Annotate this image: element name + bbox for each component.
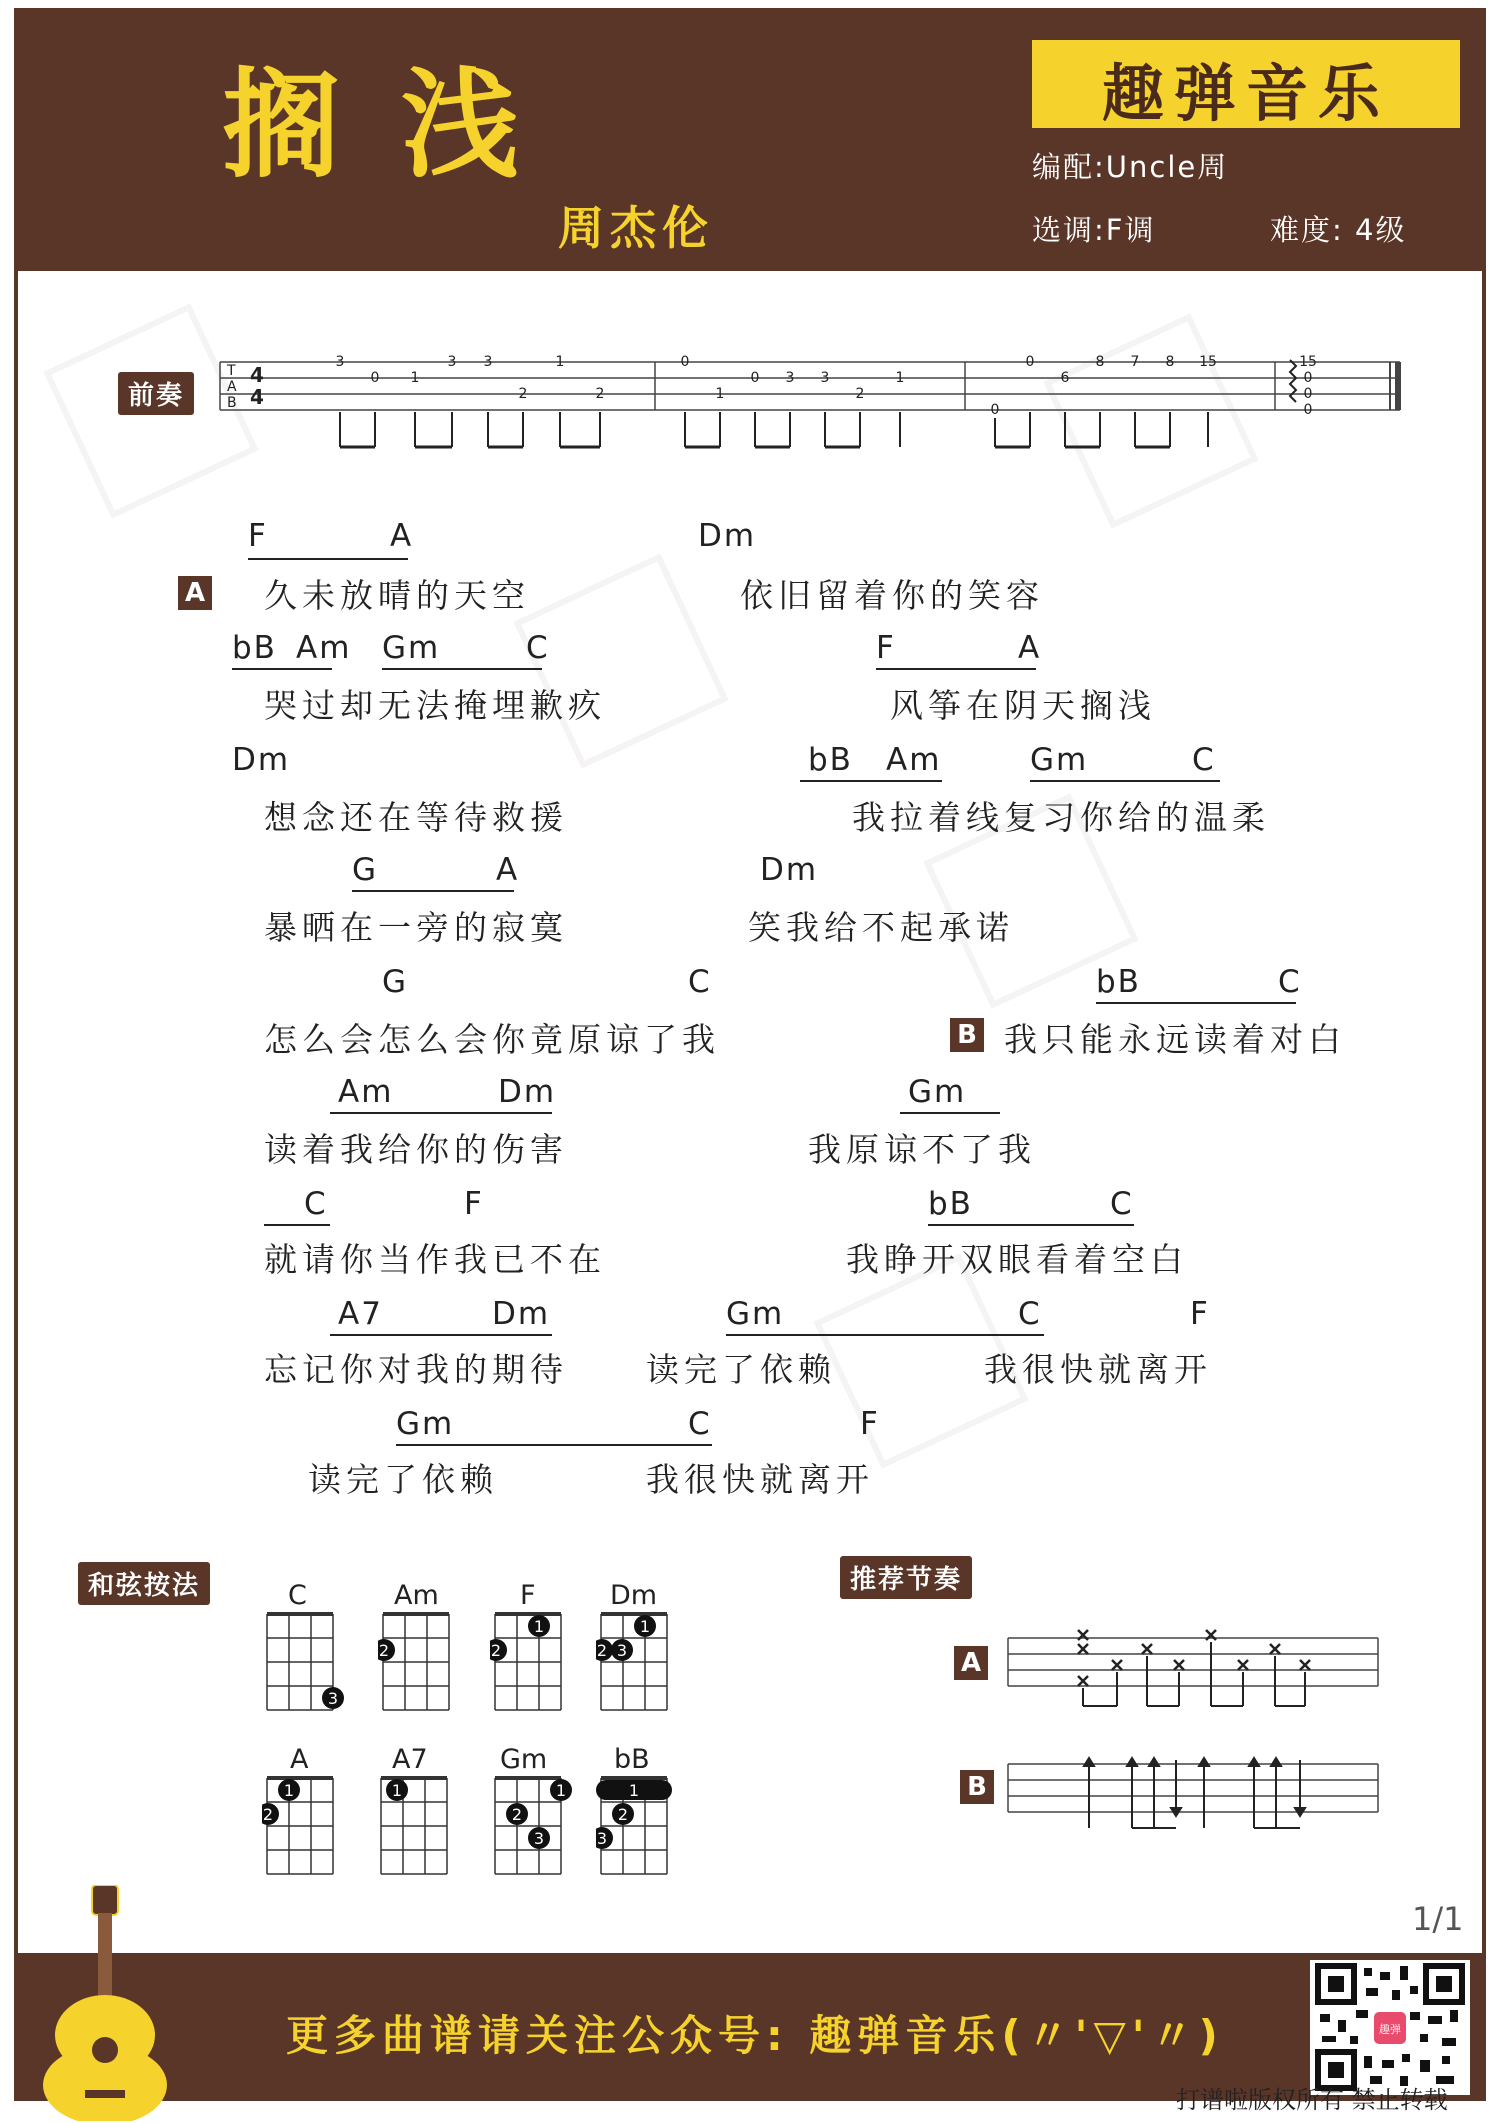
tab-note: 7 bbox=[1130, 354, 1140, 370]
chord-underline bbox=[396, 1444, 712, 1446]
chord-underline bbox=[1096, 1002, 1296, 1004]
chord-label: A bbox=[390, 518, 414, 554]
lyric-line: 我很快就离开 bbox=[984, 1350, 1212, 1389]
chord-label: bB bbox=[1096, 964, 1141, 1000]
lyric-line: 我拉着线复习你给的温柔 bbox=[852, 798, 1270, 837]
tab-note: 3 bbox=[785, 370, 795, 386]
finger-number: 3 bbox=[533, 1829, 545, 1848]
chord-diagram-am bbox=[378, 1610, 470, 1720]
chord-label: G bbox=[352, 852, 379, 888]
chord-label: Gm bbox=[396, 1406, 455, 1442]
tab-note: 1 bbox=[555, 354, 565, 370]
tab-note: 1 bbox=[895, 370, 905, 386]
finger-number: 2 bbox=[596, 1641, 608, 1660]
chord-diagram-bb bbox=[596, 1774, 688, 1884]
section-marker-a: A bbox=[178, 576, 212, 610]
tab-note: 2 bbox=[855, 386, 865, 402]
chord-underline bbox=[248, 558, 408, 560]
tab-note: 3 bbox=[335, 354, 345, 370]
finger-number: 2 bbox=[262, 1805, 274, 1824]
page-number: 1/1 bbox=[1412, 1900, 1464, 1938]
key-info: 选调:F调 bbox=[1032, 213, 1156, 247]
lyric-line: 怎么会怎么会你竟原谅了我 bbox=[264, 1020, 720, 1059]
chord-label: C bbox=[1192, 742, 1216, 778]
intro-tab-staff bbox=[210, 342, 1410, 472]
tab-note: 0 bbox=[990, 402, 1000, 418]
rhythm-marker-b: B bbox=[960, 1770, 994, 1804]
finger-number: 3 bbox=[596, 1829, 608, 1848]
chord-underline bbox=[1030, 780, 1220, 782]
finger-number: 1 bbox=[628, 1781, 640, 1800]
tab-note: 1 bbox=[715, 386, 725, 402]
finger-number: 2 bbox=[617, 1805, 629, 1824]
lyric-line: 我只能永远读着对白 bbox=[1004, 1020, 1346, 1059]
song-title: 搁 浅 bbox=[222, 56, 530, 194]
chord-label: Gm bbox=[726, 1296, 785, 1332]
chord-label: C bbox=[1110, 1186, 1134, 1222]
chord-underline bbox=[330, 1334, 552, 1336]
finger-number: 2 bbox=[490, 1641, 502, 1660]
arpeggio-mark bbox=[1290, 360, 1296, 402]
finger-number: 3 bbox=[327, 1689, 339, 1708]
chord-label: G bbox=[382, 964, 409, 1000]
chord-label: C bbox=[688, 964, 712, 1000]
ukulele-icon bbox=[30, 1885, 180, 2121]
chord-label: bB bbox=[808, 742, 853, 778]
chord-diagram-name: Dm bbox=[610, 1580, 658, 1611]
lyric-line: 风筝在阴天搁浅 bbox=[890, 686, 1156, 725]
chord-label: C bbox=[688, 1406, 712, 1442]
chord-underline bbox=[330, 1112, 552, 1114]
chord-label: C bbox=[304, 1186, 328, 1222]
chord-diagram-name: Am bbox=[394, 1580, 439, 1611]
chord-diagram-f bbox=[490, 1610, 582, 1720]
rhythm-marker-a: A bbox=[954, 1646, 988, 1680]
lyric-line: 久未放晴的天空 bbox=[264, 576, 530, 615]
tab-note: 2 bbox=[595, 386, 605, 402]
artist-name: 周杰伦 bbox=[558, 201, 714, 255]
lyric-line: 想念还在等待救援 bbox=[264, 798, 568, 837]
tab-note: 0 bbox=[1025, 354, 1035, 370]
lyric-line: 读着我给你的伤害 bbox=[264, 1130, 568, 1169]
lyric-line: 暴晒在一旁的寂寞 bbox=[264, 908, 568, 947]
chord-underline bbox=[726, 1334, 1044, 1336]
tab-note: 0 bbox=[1303, 370, 1313, 386]
tab-note: 1 bbox=[410, 370, 420, 386]
chord-label: Dm bbox=[492, 1296, 551, 1332]
chord-label: A bbox=[496, 852, 520, 888]
finger-number: 2 bbox=[378, 1641, 390, 1660]
chord-diagram-name: Gm bbox=[500, 1744, 548, 1775]
lyric-line: 我睁开双眼看着空白 bbox=[846, 1240, 1188, 1279]
chord-label: Am bbox=[886, 742, 942, 778]
chord-underline bbox=[928, 1224, 1134, 1226]
qr-code[interactable] bbox=[1310, 1960, 1470, 2095]
chord-diagram-gm bbox=[490, 1774, 582, 1884]
chord-diagram-c bbox=[262, 1610, 354, 1720]
chord-label: Gm bbox=[382, 630, 441, 666]
tab-note: 15 bbox=[1199, 354, 1217, 370]
qr-code-icon bbox=[1310, 1960, 1470, 2095]
chord-underline bbox=[352, 890, 514, 892]
chord-underline bbox=[382, 668, 542, 670]
chord-label: F bbox=[1190, 1296, 1210, 1332]
chord-diagram-name: A7 bbox=[392, 1744, 428, 1775]
chord-label: Gm bbox=[1030, 742, 1089, 778]
finger-number: 3 bbox=[616, 1641, 628, 1660]
chord-diagram-name: A bbox=[290, 1744, 309, 1775]
chord-diagram-a bbox=[262, 1774, 354, 1884]
chord-label: A bbox=[1018, 630, 1042, 666]
tab-note: 3 bbox=[820, 370, 830, 386]
chord-diagram-name: F bbox=[520, 1580, 536, 1611]
chord-underline bbox=[876, 668, 1036, 670]
lyric-line: 笑我给不起承诺 bbox=[748, 908, 1014, 947]
chord-label: C bbox=[526, 630, 550, 666]
time-sig-bottom: 4 bbox=[250, 385, 264, 409]
chord-label: F bbox=[248, 518, 268, 554]
lyric-line: 我很快就离开 bbox=[646, 1460, 874, 1499]
chord-section-label: 和弦按法 bbox=[78, 1562, 210, 1605]
tab-note: 15 bbox=[1299, 354, 1317, 370]
finger-number: 2 bbox=[511, 1805, 523, 1824]
lyric-line: 读完了依赖 bbox=[308, 1460, 498, 1499]
chord-label: Gm bbox=[908, 1074, 967, 1110]
tab-note: 8 bbox=[1165, 354, 1175, 370]
chord-diagram-name: C bbox=[288, 1580, 307, 1611]
chord-underline bbox=[800, 780, 942, 782]
tab-note: 0 bbox=[1303, 386, 1313, 402]
rhythm-section-label: 推荐节奏 bbox=[840, 1556, 972, 1599]
chord-label: F bbox=[876, 630, 896, 666]
chord-underline bbox=[232, 668, 332, 670]
time-sig-top: 4 bbox=[250, 363, 264, 387]
brand-name: 趣弹音乐 bbox=[1101, 57, 1390, 130]
chord-label: Am bbox=[338, 1074, 394, 1110]
chord-underline bbox=[900, 1112, 1000, 1114]
footer-follow-text: 更多曲谱请关注公众号: 趣弹音乐(〃'▽'〃) bbox=[286, 2011, 1224, 2060]
arranger-info: 编配:Uncle周 bbox=[1032, 150, 1229, 184]
chord-label: Dm bbox=[760, 852, 819, 888]
tab-note: 8 bbox=[1095, 354, 1105, 370]
chord-label: C bbox=[1278, 964, 1302, 1000]
strum-arrows bbox=[1084, 1758, 1305, 1828]
finger-number: 1 bbox=[555, 1781, 567, 1800]
qr-badge-label: 趣弹 bbox=[1379, 2023, 1401, 2036]
tab-note: 0 bbox=[1303, 402, 1313, 418]
chord-label: C bbox=[1018, 1296, 1042, 1332]
chord-diagram-a7 bbox=[376, 1774, 468, 1884]
lyric-line: 哭过却无法掩埋歉疚 bbox=[264, 686, 606, 725]
lyric-line: 就请你当作我已不在 bbox=[264, 1240, 606, 1279]
chord-label: F bbox=[464, 1186, 484, 1222]
chord-label: bB bbox=[928, 1186, 973, 1222]
finger-number: 1 bbox=[391, 1781, 403, 1800]
chord-diagram-name: bB bbox=[614, 1744, 650, 1775]
rhythm-pattern-b bbox=[1004, 1748, 1384, 1848]
chord-underline bbox=[264, 1224, 330, 1226]
tab-letter-b: B bbox=[227, 395, 237, 411]
chord-label: Am bbox=[296, 630, 352, 666]
difficulty-info: 难度: 4级 bbox=[1270, 213, 1407, 247]
rhythm-pattern-a bbox=[1004, 1622, 1384, 1712]
finger-number: 1 bbox=[639, 1617, 651, 1636]
tab-note: 0 bbox=[680, 354, 690, 370]
chord-diagram-dm bbox=[596, 1610, 688, 1720]
lyric-line: 读完了依赖 bbox=[646, 1350, 836, 1389]
chord-label: Dm bbox=[698, 518, 757, 554]
lyric-line: 我原谅不了我 bbox=[808, 1130, 1036, 1169]
lyric-line: 忘记你对我的期待 bbox=[264, 1350, 568, 1389]
chord-label: bB bbox=[232, 630, 277, 666]
intro-label: 前奏 bbox=[118, 372, 194, 415]
chord-label: Dm bbox=[232, 742, 291, 778]
finger-number: 1 bbox=[283, 1781, 295, 1800]
tab-note: 6 bbox=[1060, 370, 1070, 386]
lyric-line: 依旧留着你的笑容 bbox=[740, 576, 1044, 615]
chord-label: Dm bbox=[498, 1074, 557, 1110]
finger-number: 1 bbox=[533, 1617, 545, 1636]
tab-note: 0 bbox=[750, 370, 760, 386]
chord-label: A7 bbox=[338, 1296, 383, 1332]
tab-letter-t: T bbox=[227, 363, 236, 379]
tab-note: 0 bbox=[370, 370, 380, 386]
tab-note: 3 bbox=[483, 354, 493, 370]
copyright-notice: 打谱啦版权所有 禁止转载 bbox=[1176, 2086, 1448, 2114]
tab-note: 2 bbox=[518, 386, 528, 402]
section-marker-b: B bbox=[950, 1018, 984, 1052]
tab-letter-a: A bbox=[227, 379, 237, 395]
chord-label: F bbox=[860, 1406, 880, 1442]
tab-note: 3 bbox=[447, 354, 457, 370]
